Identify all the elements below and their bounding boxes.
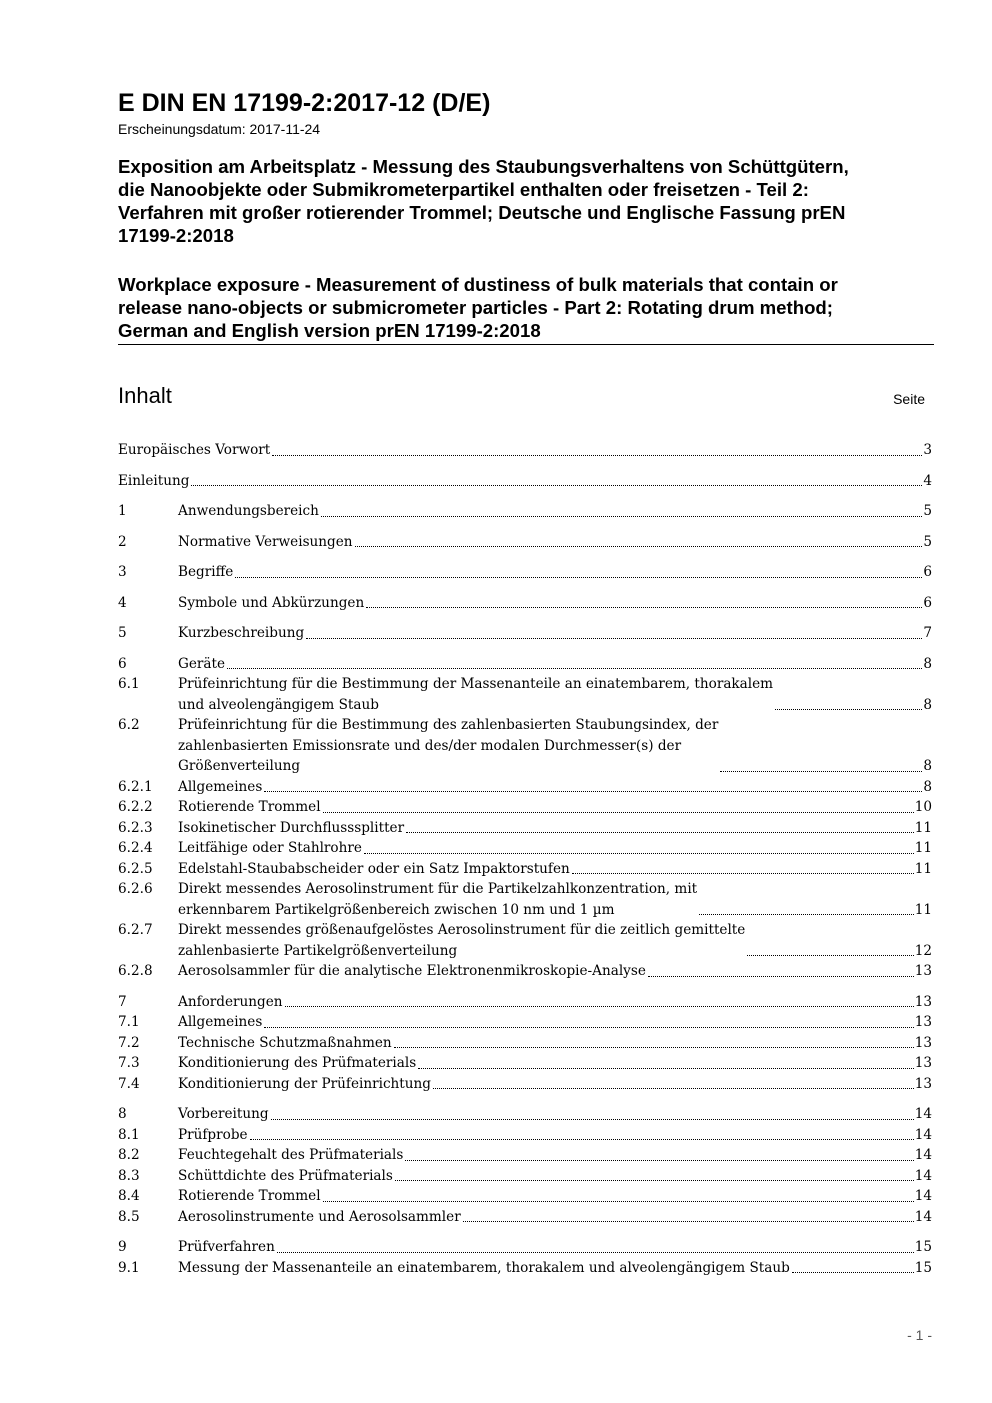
toc-leader-dots [648, 976, 914, 977]
standard-id: E DIN EN 17199-2:2017-12 (D/E) [118, 89, 491, 117]
title-german-line: die Nanoobjekte oder Submikrometerpartikel enthalten oder freisetzen - Teil 2: [118, 179, 809, 200]
toc-leader-dots [463, 1221, 914, 1222]
title-english [118, 273, 938, 342]
toc-entry[interactable] [118, 1104, 932, 1125]
toc-entry-number: 7.2 [118, 1034, 140, 1051]
toc-entry-title-line: Prüfeinrichtung für die Bestimmung der Massenanteile an einatembarem, thorakalem [178, 676, 774, 692]
toc-entry-title [178, 1074, 431, 1095]
toc-leader-dots [323, 1201, 914, 1202]
toc-entry-title-line: Isokinetischer Durchflusssplitter [178, 819, 405, 836]
toc-entry-page: 14 [914, 1188, 932, 1204]
toc-entry-number: 9.1 [118, 1259, 140, 1276]
toc-entry-page: 11 [914, 840, 932, 856]
toc-entry-title-line: Kurzbeschreibung [178, 625, 305, 641]
toc-entry-title-line: Direkt messendes Aerosolinstrument für die Partikelzahlkonzentration, mit [178, 881, 698, 897]
toc-entry-page: 5 [923, 503, 932, 519]
toc-entry-page: 11 [914, 860, 932, 877]
toc-entry-title [178, 961, 646, 982]
toc-entry-page: 14 [914, 1208, 932, 1225]
toc-entry[interactable] [118, 992, 932, 1013]
toc-entry-page: 14 [914, 1126, 932, 1143]
toc-leader-dots [572, 873, 914, 874]
toc-leader-dots [271, 1119, 914, 1120]
toc-entry-title-line: Allgemeines [178, 1014, 263, 1030]
toc-entry-title-line: Leitfähige oder Stahlrohre [178, 840, 362, 856]
toc-entry[interactable] [118, 674, 932, 715]
toc-entry-page: 12 [914, 942, 932, 959]
toc-entry-page: 14 [914, 1106, 932, 1122]
toc-entry-number: 5 [118, 625, 127, 641]
toc-entry-number: 6 [118, 655, 127, 672]
toc-entry-title-line: Direkt messendes größenaufgelöstes Aerosolinstrument für die zeitlich gemittelte [178, 922, 746, 938]
toc-entry-title [178, 593, 364, 614]
toc-entry-page: 14 [914, 1147, 932, 1163]
toc-entry-title-line: Normative Verweisungen [178, 533, 353, 550]
toc-leader-dots [191, 485, 922, 486]
toc-entry-title [178, 1186, 321, 1207]
toc-entry-number: 8.2 [118, 1147, 140, 1163]
toc-leader-dots [720, 771, 922, 772]
toc-entry-page: 11 [914, 819, 932, 836]
toc-entry-title [178, 879, 697, 920]
page-number: - 1 - [907, 1327, 932, 1343]
toc-entry-title [178, 1237, 275, 1258]
toc-entry-page: 14 [914, 1167, 932, 1184]
toc-leader-dots [264, 1027, 913, 1028]
toc-entry-title-line: zahlenbasierten Emissionsrate und des/der modalen Durchmesser(s) der [178, 737, 682, 754]
publication-date: Erscheinungsdatum: 2017-11-24 [118, 121, 321, 137]
toc-entry[interactable] [118, 838, 932, 859]
toc-entry[interactable] [118, 715, 932, 777]
toc-entry-title [178, 818, 404, 839]
toc-entry-title [178, 1258, 790, 1279]
title-english-line: Workplace exposure - Measurement of dustiness of bulk materials that contain or [118, 274, 838, 295]
toc-entry-title [178, 532, 353, 553]
toc-entry-title [178, 992, 283, 1013]
toc-entry-title-line: Allgemeines [178, 778, 263, 795]
toc-leader-dots [277, 1252, 914, 1253]
toc-entry-number: 8 [118, 1106, 127, 1122]
toc-entry-page: 13 [914, 1075, 932, 1092]
toc-entry[interactable] [118, 879, 932, 920]
toc-entry-title-line: Prüfverfahren [178, 1239, 275, 1255]
toc-entry[interactable] [118, 920, 932, 961]
toc-entry-number: 8.1 [118, 1126, 140, 1143]
toc-entry-title [178, 1033, 392, 1054]
toc-leader-dots [775, 709, 922, 710]
toc-leader-dots [394, 1047, 914, 1048]
toc-entry-page: 11 [914, 901, 932, 918]
toc-entry[interactable] [118, 1125, 932, 1146]
toc-entry-title [178, 1012, 262, 1033]
toc-entry-title-line: Prüfprobe [178, 1126, 248, 1143]
toc-leader-dots [235, 577, 922, 578]
toc-entry-page: 8 [923, 696, 932, 713]
toc-entry-page: 3 [923, 442, 932, 458]
toc-entry-number: 9 [118, 1239, 127, 1255]
title-german-line: 17199-2:2018 [118, 225, 234, 246]
toc-entry-number: 6.2.1 [118, 778, 153, 795]
toc-entry-title [178, 674, 773, 715]
toc-entry-title [178, 859, 570, 880]
toc-entry-number: 6.2 [118, 717, 140, 733]
toc-entry[interactable] [118, 1145, 932, 1166]
toc-entry-page: 5 [923, 533, 932, 550]
toc-entry-title [178, 797, 321, 818]
toc-entry-title [178, 920, 745, 961]
toc-entry-title [178, 1145, 403, 1166]
toc-entry-title [178, 1207, 461, 1228]
toc-leader-dots [366, 607, 922, 608]
toc-entry-page: 13 [914, 1055, 932, 1071]
toc-entry[interactable] [118, 501, 932, 522]
toc-entry[interactable] [118, 1074, 932, 1095]
toc-entry-page: 13 [914, 963, 932, 979]
toc-entry-title-line: Rotierende Trommel [178, 799, 321, 815]
toc-entry-title-line: Anforderungen [178, 993, 283, 1010]
toc-leader-dots [418, 1068, 913, 1069]
toc-entry[interactable] [118, 1033, 932, 1054]
toc-entry-title-line: und alveolengängigem Staub [178, 696, 379, 713]
title-german [118, 155, 938, 247]
toc-entry-number: 8.3 [118, 1167, 140, 1184]
toc-entry[interactable] [118, 961, 932, 982]
toc-entry[interactable] [118, 818, 932, 839]
toc-leader-dots [406, 832, 914, 833]
toc-entry-page: 4 [923, 472, 932, 489]
toc-entry-page: 13 [914, 1014, 932, 1030]
toc-entry-title-line: Prüfeinrichtung für die Bestimmung des zahlenbasierten Staubungsindex, der [178, 717, 719, 733]
toc-entry-title [178, 562, 233, 583]
toc-entry[interactable] [118, 1258, 932, 1279]
toc-entry-number: 6.2.4 [118, 840, 153, 856]
toc-entry[interactable] [118, 562, 932, 583]
toc-entry-number: 6.2.7 [118, 922, 153, 938]
toc-entry-number: 1 [118, 503, 127, 519]
toc-entry-title [178, 777, 262, 798]
toc-entry-page: 15 [914, 1259, 932, 1276]
toc-entry-number: 2 [118, 533, 127, 550]
title-german-line: Exposition am Arbeitsplatz - Messung des Staubungsverhaltens von Schüttgütern, [118, 156, 849, 177]
title-english-line: release nano-objects or submicrometer particles - Part 2: Rotating drum method; [118, 297, 833, 318]
toc-entry[interactable] [118, 1012, 932, 1033]
toc-entry-page: 8 [923, 758, 932, 774]
toc-entry-title-line: Schüttdichte des Prüfmaterials [178, 1167, 393, 1184]
toc-entry-title-line: Begriffe [178, 564, 234, 580]
title-german-line: Verfahren mit großer rotierender Trommel; Deutsche und Englische Fassung prEN [118, 202, 846, 223]
toc-leader-dots [395, 1180, 914, 1181]
toc-entry-page: 8 [923, 655, 932, 672]
toc-entry-title-line: Konditionierung des Prüfmaterials [178, 1055, 417, 1071]
toc-entry-number: 7.1 [118, 1014, 140, 1030]
toc-page-label: Seite [893, 391, 925, 407]
toc-entry-number: 6.2.2 [118, 799, 153, 815]
toc-entry-number: 7.3 [118, 1055, 140, 1071]
toc-entry-number: 8.4 [118, 1188, 140, 1204]
toc-entry-title [178, 1166, 393, 1187]
toc-entry-number: 8.5 [118, 1208, 140, 1225]
toc-entry[interactable] [118, 777, 932, 798]
toc-entry-title [178, 654, 225, 675]
toc-entry-title [118, 471, 189, 492]
toc-entry-title-line: Geräte [178, 655, 226, 672]
toc-leader-dots [355, 546, 923, 547]
toc-leader-dots [433, 1088, 914, 1089]
toc-leader-dots [321, 516, 922, 517]
toc-entry-title-line: Größenverteilung [178, 758, 301, 774]
toc-leader-dots [306, 638, 922, 639]
toc-entry-page: 8 [923, 778, 932, 795]
toc-entry-title-line: Symbole und Abkürzungen [178, 594, 365, 611]
toc-leader-dots [227, 668, 922, 669]
toc-entry-title-line: Konditionierung der Prüfeinrichtung [178, 1075, 431, 1092]
toc-leader-dots [699, 914, 914, 915]
toc-entry-title-line: Einleitung [118, 472, 190, 489]
toc-leader-dots [264, 791, 922, 792]
toc-entry[interactable] [118, 859, 932, 880]
toc-entry[interactable] [118, 1207, 932, 1228]
toc-entry[interactable] [118, 623, 932, 644]
toc-entry-page: 13 [914, 993, 932, 1010]
toc-entry-title-line: erkennbarem Partikelgrößenbereich zwischen 10 nm und 1 µm [178, 901, 615, 918]
toc-leader-dots [323, 812, 914, 813]
toc-entry[interactable] [118, 654, 932, 675]
toc-leader-dots [405, 1160, 913, 1161]
toc-entry-number: 6.2.8 [118, 963, 153, 979]
toc-entry[interactable] [118, 1237, 932, 1258]
toc-leader-dots [250, 1139, 914, 1140]
toc-entry-number: 6.2.6 [118, 881, 153, 897]
toc-entry-title-line: Edelstahl-Staubabscheider oder ein Satz Impaktorstufen [178, 860, 570, 877]
toc-entry-number: 6.2.3 [118, 819, 153, 836]
toc-entry-page: 15 [914, 1239, 932, 1255]
toc-entry-title [178, 838, 362, 859]
toc-entry-title [118, 440, 270, 461]
toc-leader-dots [364, 853, 914, 854]
toc-entry-title-line: Rotierende Trommel [178, 1188, 321, 1204]
toc-entry-title-line: Europäisches Vorwort [118, 442, 271, 458]
toc-entry-title [178, 1053, 416, 1074]
toc-entry-number: 7.4 [118, 1075, 140, 1092]
toc-entry-number: 4 [118, 594, 127, 611]
toc-heading: Inhalt [118, 383, 172, 408]
toc-entry-page: 6 [923, 564, 932, 580]
table-of-contents [118, 440, 932, 1278]
toc-entry-page: 7 [923, 625, 932, 641]
toc-entry[interactable] [118, 593, 932, 614]
toc-entry-number: 7 [118, 993, 127, 1010]
title-divider [118, 344, 934, 345]
toc-entry[interactable] [118, 440, 932, 461]
toc-entry-title-line: Aerosolinstrumente und Aerosolsammler [178, 1208, 461, 1225]
toc-leader-dots [747, 955, 913, 956]
toc-leader-dots [272, 455, 922, 456]
toc-entry-title [178, 1104, 269, 1125]
toc-entry-title [178, 623, 304, 644]
toc-entry-number: 6.2.5 [118, 860, 153, 877]
toc-entry[interactable] [118, 1053, 932, 1074]
toc-entry-title-line: Aerosolsammler für die analytische Elektronenmikroskopie-Analyse [178, 963, 646, 979]
toc-leader-dots [285, 1006, 914, 1007]
title-english-line: German and English version prEN 17199-2:2018 [118, 320, 541, 341]
toc-entry-title-line: zahlenbasierte Partikelgrößenverteilung [178, 942, 458, 959]
toc-entry-title-line: Technische Schutzmaßnahmen [178, 1034, 392, 1051]
toc-entry[interactable] [118, 532, 932, 553]
toc-entry-number: 3 [118, 564, 127, 580]
toc-entry-title [178, 501, 319, 522]
toc-entry[interactable] [118, 471, 932, 492]
toc-entry-title-line: Messung der Massenanteile an einatembarem, thorakalem und alveolengängigem Staub [178, 1259, 790, 1276]
toc-entry[interactable] [118, 1186, 932, 1207]
toc-entry-title-line: Feuchtegehalt des Prüfmaterials [178, 1147, 404, 1163]
toc-entry-number: 6.1 [118, 676, 140, 692]
toc-entry[interactable] [118, 797, 932, 818]
toc-leader-dots [792, 1272, 914, 1273]
toc-entry-page: 13 [914, 1034, 932, 1051]
toc-entry-title [178, 1125, 248, 1146]
toc-entry-page: 10 [914, 799, 932, 815]
toc-entry[interactable] [118, 1166, 932, 1187]
toc-entry-title-line: Vorbereitung [178, 1106, 269, 1122]
toc-entry-title-line: Anwendungsbereich [178, 503, 319, 519]
toc-entry-title [178, 715, 718, 777]
toc-entry-page: 6 [923, 594, 932, 611]
